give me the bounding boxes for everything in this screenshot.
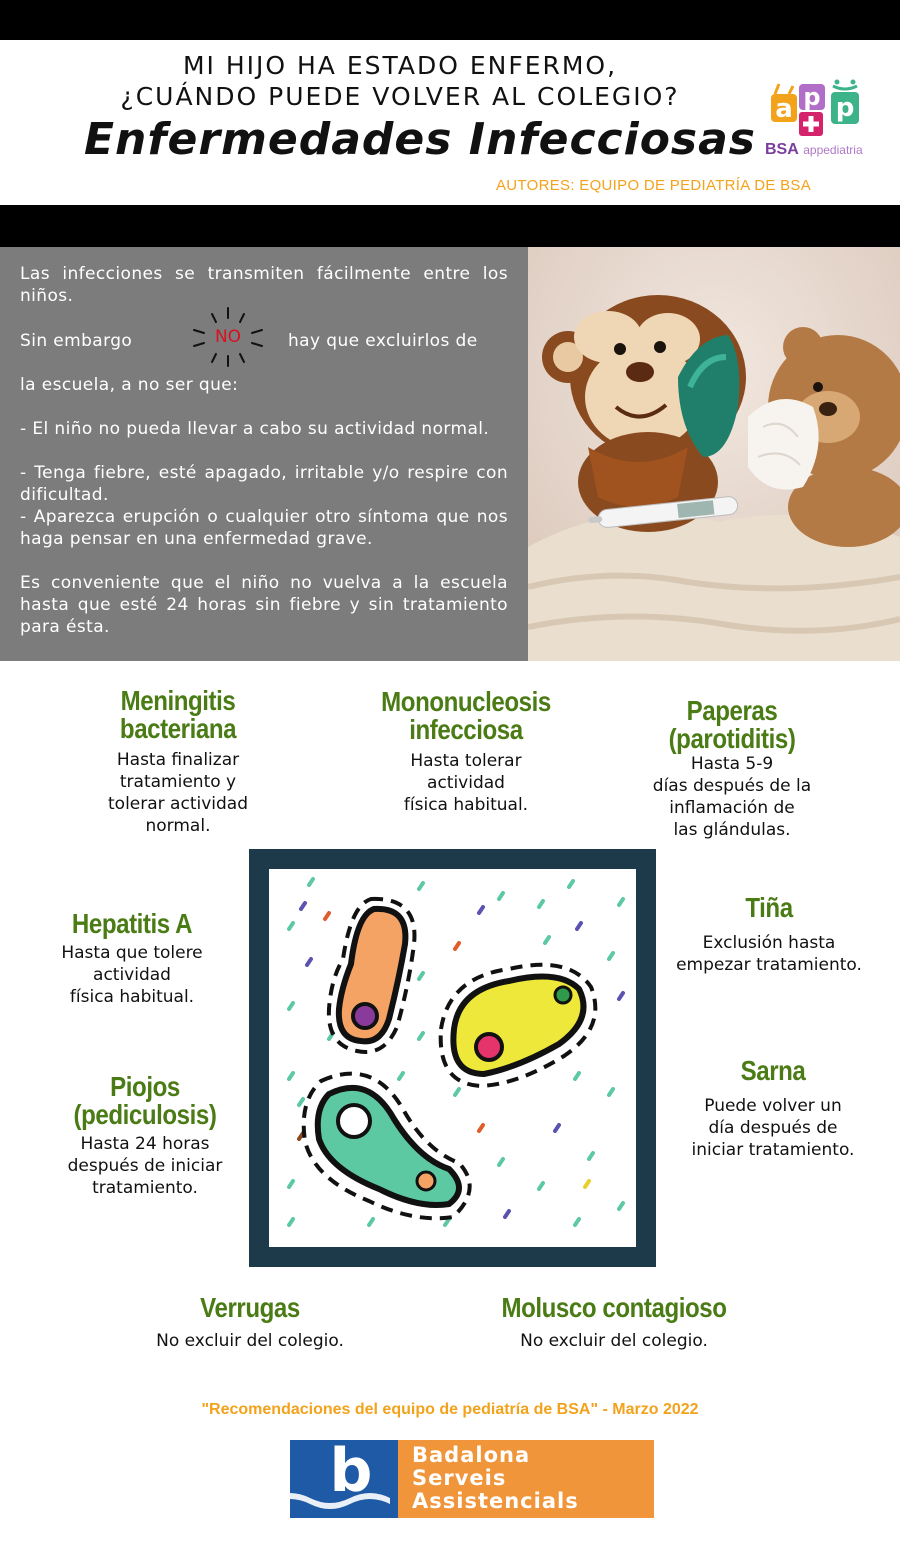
disease-desc: tratamiento. <box>92 1178 198 1198</box>
disease-desc: Hasta 5-9 <box>690 754 774 774</box>
footer-note: "Recomendaciones del equipo de pediatría de BSA" - Marzo 2022 <box>201 1401 699 1418</box>
disease-desc: actividad <box>93 965 171 985</box>
disease-desc: iniciar tratamiento. <box>691 1140 855 1160</box>
disease-title: Sarna <box>740 1055 806 1086</box>
intro-bullet-3: - Aparezca erupción o cualquier otro síntoma que nos haga pensar en una enfermedad grave. <box>20 507 508 549</box>
disease-desc: días después de la <box>652 776 812 796</box>
bsa-logo-line1: Badalona <box>412 1443 531 1467</box>
bsa-logo-letter: b <box>329 1436 373 1506</box>
disease-title: infecciosa <box>409 714 523 745</box>
germs-illustration <box>269 869 636 1247</box>
disease-title: (pediculosis) <box>73 1099 217 1130</box>
disease-desc: Puede volver un <box>704 1096 842 1116</box>
header-question-line1: MI HIJO HA ESTADO ENFERMO, <box>182 51 618 80</box>
disease-tina <box>656 894 882 976</box>
top-bar <box>0 0 900 40</box>
disease-desc: No excluir del colegio. <box>520 1331 708 1351</box>
svg-text:p: p <box>803 83 821 111</box>
disease-meningitis <box>78 687 278 837</box>
no-word: NO <box>214 327 242 347</box>
disease-desc: No excluir del colegio. <box>156 1331 344 1351</box>
appediatria-logo <box>765 78 875 168</box>
logo-brand-text: BSA appediatria <box>765 141 863 158</box>
header-question-line2: ¿CUÁNDO PUEDE VOLVER AL COLEGIO? <box>120 82 680 111</box>
disease-desc: Hasta tolerar <box>410 751 522 771</box>
sick-toys-photo <box>528 247 900 661</box>
disease-paperas <box>622 697 842 841</box>
disease-desc: empezar tratamiento. <box>676 955 862 975</box>
disease-title: Verrugas <box>200 1292 300 1323</box>
disease-mononucleosis <box>346 688 586 816</box>
disease-desc: inflamación de <box>669 798 795 818</box>
page-title: Enfermedades Infecciosas <box>83 114 756 165</box>
disease-desc: día después de <box>708 1118 838 1138</box>
section-bar <box>0 205 900 247</box>
disease-desc: normal. <box>145 816 211 836</box>
intro-paragraph-3: la escuela, a no ser que: <box>20 375 239 395</box>
intro-paragraph-4: Es conveniente que el niño no vuelva a la escuela hasta que esté 24 horas sin fiebre y sin tratamiento para ésta. <box>20 573 508 637</box>
germs-icon <box>269 869 636 1247</box>
disease-title: Molusco contagioso <box>501 1292 727 1323</box>
germs-illustration-frame <box>249 849 656 1267</box>
disease-desc: tratamiento y <box>119 772 237 792</box>
disease-desc: Hasta finalizar <box>116 750 240 770</box>
disease-title: Mononucleosis <box>381 686 551 717</box>
disease-desc: Exclusión hasta <box>702 933 836 953</box>
disease-title: Meningitis <box>120 685 236 716</box>
disease-desc: actividad <box>427 773 505 793</box>
disease-desc: Hasta 24 horas <box>80 1134 210 1154</box>
disease-desc: tolerar actividad <box>108 794 248 814</box>
svg-text:a: a <box>775 94 793 124</box>
bsa-logo-orange-block <box>398 1440 654 1518</box>
disease-desc: las glándulas. <box>673 820 791 840</box>
intro-bullet-1: - El niño no pueda llevar a cabo su actividad normal. <box>20 419 490 439</box>
intro-bullet-2: - Tenga fiebre, esté apagado, irritable y/o respire con dificultad. <box>20 463 508 505</box>
bsa-logo-text <box>412 1444 579 1513</box>
disease-title: Tiña <box>745 892 793 923</box>
bsa-logo-line2: Serveis <box>412 1466 507 1490</box>
intro-sin-embargo: Sin embargo <box>20 331 133 351</box>
disease-verrugas <box>130 1294 370 1352</box>
disease-desc: física habitual. <box>403 795 529 815</box>
disease-desc: Hasta que tolere <box>61 943 203 963</box>
disease-desc: después de iniciar <box>67 1156 223 1176</box>
disease-desc: física habitual. <box>69 987 195 1007</box>
intro-panel <box>0 247 528 661</box>
disease-title: Piojos <box>110 1071 180 1102</box>
disease-title: bacteriana <box>119 713 237 744</box>
bsa-logo <box>270 1436 654 1518</box>
disease-sarna <box>676 1057 870 1161</box>
disease-hepatitis <box>32 910 232 1008</box>
disease-title: (parotiditis) <box>668 723 796 754</box>
disease-title: Paperas <box>686 695 778 726</box>
authors-line: AUTORES: EQUIPO DE PEDIATRÍA DE BSA <box>496 177 812 194</box>
appediatria-logo-icon <box>765 78 875 148</box>
svg-text:p: p <box>835 93 855 123</box>
intro-paragraph-1: Las infecciones se transmiten fácilmente entre los niños. <box>20 264 508 306</box>
disease-piojos <box>45 1073 245 1199</box>
intro-hay-que: hay que excluirlos de <box>288 331 478 351</box>
no-burst-icon <box>188 302 268 372</box>
bsa-logo-line3: Assistencials <box>412 1489 579 1513</box>
disease-title: Hepatitis A <box>71 908 193 939</box>
disease-molusco <box>474 1294 754 1352</box>
